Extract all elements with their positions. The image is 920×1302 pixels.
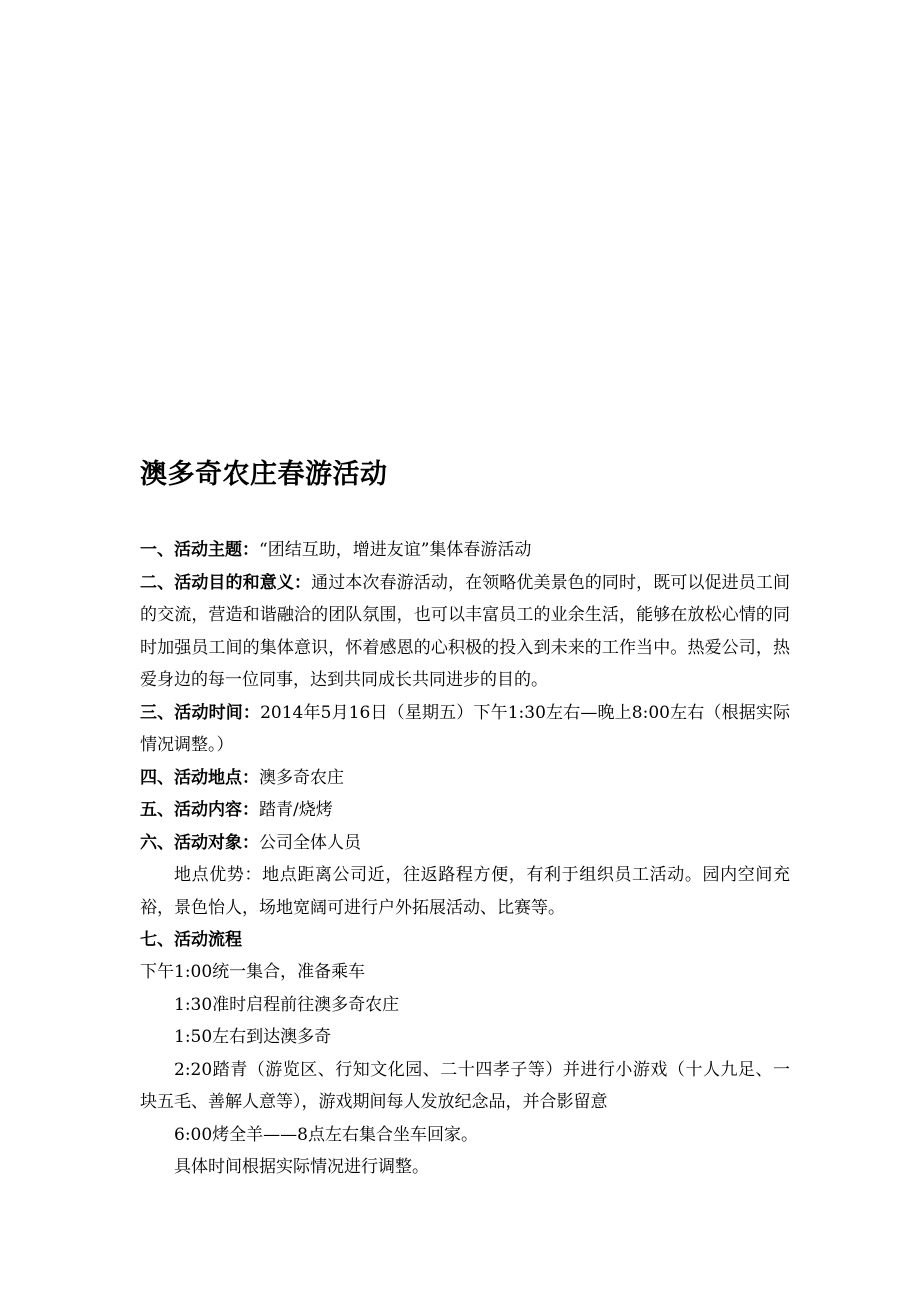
section-theme bbox=[140, 534, 790, 567]
section-label: 五、活动内容： bbox=[140, 800, 259, 820]
process-item: 下午1:00统一集合，准备乘车 bbox=[140, 962, 366, 982]
section-purpose bbox=[140, 567, 790, 697]
section-label: 四、活动地点： bbox=[140, 767, 259, 788]
section-label: 一、活动主题： bbox=[140, 540, 259, 560]
section-text: 通过本次春游活动，在领略优美景色的同时，既可以促进员工间的交流，营造和谐融洽的团队氛围，也可以丰富员工的业余生活，能够在放松心情的同时加强员工间的集体意识，怀着感恩的心积极的投入到未来的工作当中。热爱公司，热爱身边的每一位同事，达到共同成长共同进步的目的。 bbox=[140, 572, 791, 690]
section-label: 六、活动对象： bbox=[140, 832, 259, 853]
section-text: 2014年5月16日（星期五）下午1:30左右—晚上8:00左右（根据实际情况调整。） bbox=[140, 702, 791, 755]
document-body bbox=[140, 534, 790, 957]
process-item: 6:00烤全羊——8点左右集合坐车回家。 bbox=[174, 1124, 478, 1145]
section-content bbox=[140, 794, 790, 827]
section-text: 澳多奇农庄 bbox=[259, 767, 344, 788]
process-item: 2:20踏青（游览区、行知文化园、二十四孝子等）并进行小游戏（十人九足、一块五毛、善解人意等），游戏期间每人发放纪念品，并合影留意 bbox=[140, 1059, 790, 1112]
section-time bbox=[140, 697, 790, 762]
section-label: 三、活动时间： bbox=[140, 702, 261, 723]
process-list bbox=[140, 956, 790, 1184]
section-text: “团结互助，增进友谊”集体春游活动 bbox=[259, 540, 532, 560]
process-heading bbox=[140, 924, 790, 957]
section-audience bbox=[140, 827, 790, 860]
process-item: 1:30准时启程前往澳多奇农庄 bbox=[174, 994, 400, 1015]
section-text: 踏青/烧烤 bbox=[259, 800, 333, 820]
process-item: 1:50左右到达澳多奇 bbox=[174, 1027, 332, 1047]
section-text: 公司全体人员 bbox=[259, 832, 361, 853]
process-heading-label: 七、活动流程 bbox=[140, 930, 242, 950]
section-location bbox=[140, 762, 790, 795]
location-advantage: 地点优势：地点距离公司近，往返路程方便，有利于组织员工活动。园内空间充裕，景色怡人，场地宽阔可进行户外拓展活动、比赛等。 bbox=[140, 865, 790, 918]
document-title: 澳多奇农庄春游活动 bbox=[140, 459, 388, 490]
section-label: 二、活动目的和意义： bbox=[140, 572, 312, 593]
process-item: 具体时间根据实际情况进行调整。 bbox=[174, 1157, 429, 1177]
